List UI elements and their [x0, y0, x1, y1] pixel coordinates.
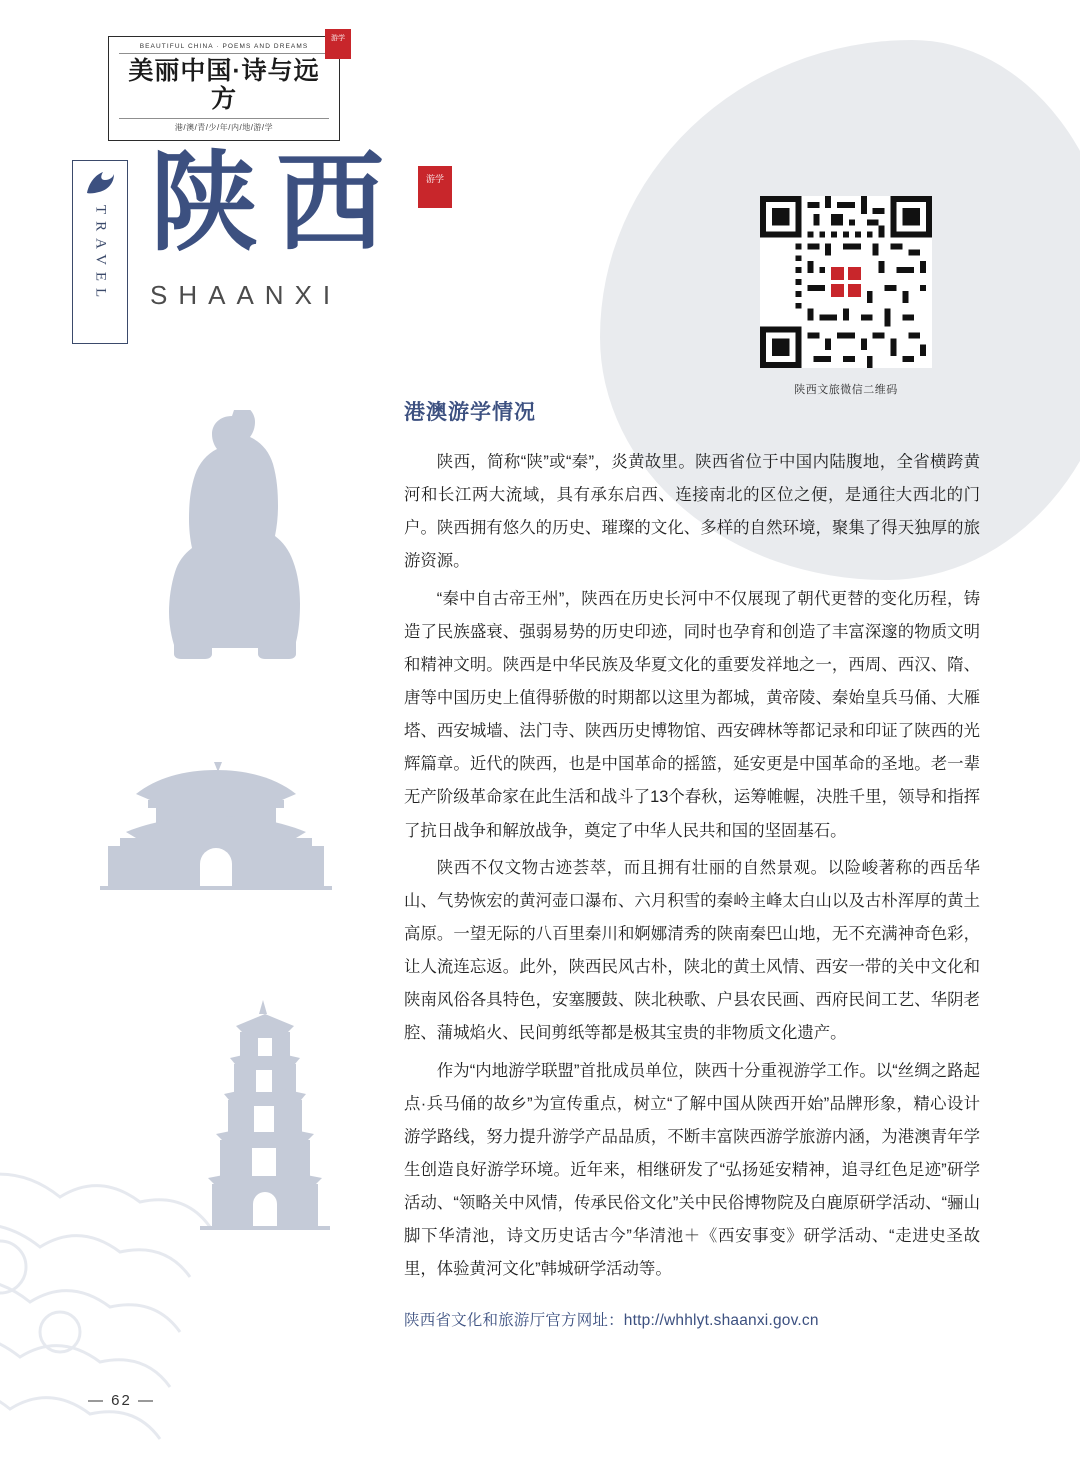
masthead-english-line: BEAUTIFUL CHINA · POEMS AND DREAMS [119, 43, 329, 54]
qr-code-icon[interactable] [760, 196, 932, 368]
qr-caption: 陕西文旅微信二维码 [794, 384, 898, 396]
masthead-title: 美丽中国·诗与远方 [128, 57, 320, 113]
big-wild-goose-pagoda-silhouette [190, 1000, 340, 1230]
masthead-seal-stamp: 游学 [325, 29, 351, 59]
article-heading: 港澳游学情况 [404, 401, 536, 424]
travel-label: TRAVEL [92, 205, 109, 305]
page-title-en: SHAANXI [150, 280, 342, 310]
article-paragraph: 作为“内地游学联盟”首批成员单位，陕西十分重视游学工作。以“丝绸之路起点·兵马俑的故乡”为宣传重点，树立“了解中国从陕西开始”品牌形象，精心设计游学路线，努力提升游学产品品质，不断丰富陕西游学旅游内涵，为港澳青年学生创造良好游学环境。近年来，相继研发了“弘扬延安精神，追寻红色足迹”研学活动、“领略关中风情，传承民俗文化”关中民俗博物院及白鹿原研学活动、“骊山脚下华清池，诗文历史话古今”华清池＋《西安事变》研学活动、“走进史圣故里，体验黄河文化”韩城研学活动等。 [404, 1061, 980, 1279]
article-paragraph: “秦中自古帝王州”，陕西在历史长河中不仅展现了朝代更替的变化历程，铸造了民族盛衰、强弱易势的历史印迹，同时也孕育和创造了丰富深邃的物质文明和精神文明。陕西是中华民族及华夏文化的重要发祥地之一，西周、西汉、隋、唐等中国历史上值得骄傲的时期都以这里为都城，黄帝陵、秦始皇兵马俑、大雁塔、西安城墙、法门寺、陕西历史博物馆、西安碑林等都记录和印证了陕西的光辉篇章。近代的陕西，也是中国革命的摇篮，延安更是中国革命的圣地。老一辈无产阶级革命家在此生活和战斗了13个春秋，运筹帷幄，决胜千里，领导和指挥了抗日战争和解放战争，奠定了中华人民共和国的坚固基石。 [404, 589, 980, 840]
terracotta-warrior-silhouette [160, 410, 320, 660]
masthead-subtitle: 港/澳/青/少/年/内/地/游/学 [119, 118, 329, 133]
page-title-block [150, 141, 444, 311]
article-paragraph: 陕西不仅文物古迹荟萃，而且拥有壮丽的自然景观。以险峻著称的西岳华山、气势恢宏的黄河壶口瀑布、六月积雪的秦岭主峰太白山以及古朴浑厚的黄土高原。一望无际的八百里秦川和婀娜清秀的陕南秦巴山地，无不充满神奇色彩，让人流连忘返。此外，陕西民风古朴，陕北的黄土风情、西安一带的关中文化和陕南风俗各具特色，安塞腰鼓、陕北秧歌、户县农民画、西府民间工艺、华阴老腔、蒲城焰火、民间剪纸等都是极其宝贵的非物质文化遗产。 [404, 858, 980, 1043]
title-seal-stamp: 游学 [418, 166, 452, 208]
masthead-box [108, 35, 345, 141]
city-gate-tower-silhouette [96, 760, 336, 890]
article [404, 396, 980, 1340]
page-title: 陕西 [150, 141, 403, 266]
bird-icon [83, 169, 117, 199]
official-website-link[interactable]: 陕西省文化和旅游厅官方网址：http://whhlyt.shaanxi.gov.cn [404, 1311, 819, 1329]
travel-badge [72, 160, 128, 344]
qr-block [760, 196, 932, 397]
article-paragraph: 陕西，简称“陕”或“秦”，炎黄故里。陕西省位于中国内陆腹地，全省横跨黄河和长江两大流域，具有承东启西、连接南北的区位之便，是通往大西北的门户。陕西拥有悠久的历史、璀璨的文化、多样的自然环境，聚集了得天独厚的旅游资源。 [404, 453, 980, 571]
masthead [108, 35, 345, 141]
page-number: — 62 — [88, 1392, 156, 1409]
